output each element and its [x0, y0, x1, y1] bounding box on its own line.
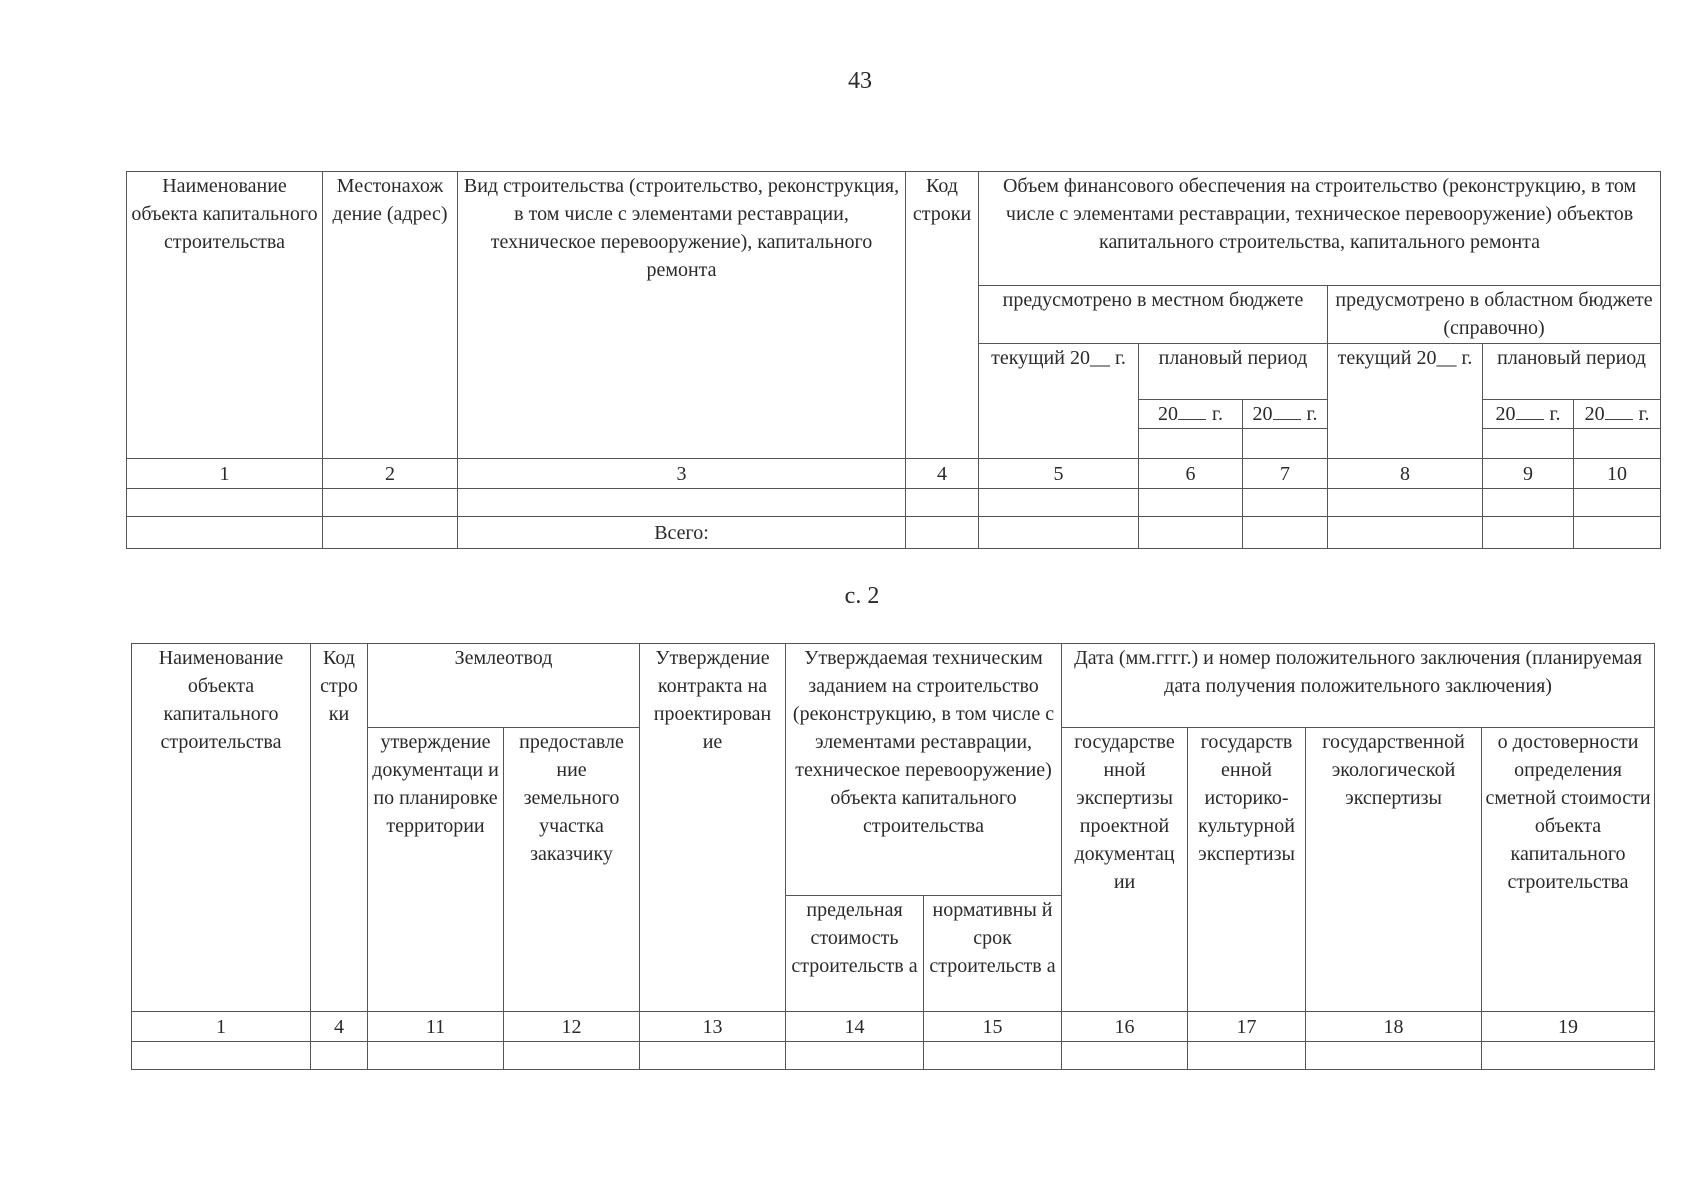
column-number: 16 [1062, 1012, 1188, 1042]
header-state-expertise: государстве нной экспертизы проектной документац ии [1062, 728, 1188, 1012]
empty-cell [1482, 1042, 1655, 1070]
empty-cell [1483, 517, 1574, 549]
column-number: 12 [504, 1012, 640, 1042]
column-number: 19 [1482, 1012, 1655, 1042]
empty-cell [1062, 1042, 1188, 1070]
column-number: 7 [1243, 459, 1328, 489]
column-number: 18 [1306, 1012, 1482, 1042]
column-number: 3 [458, 459, 906, 489]
header-current-year-regional: текущий 20__ г. [1328, 344, 1483, 459]
blank-cell [1574, 429, 1661, 459]
empty-data-row [127, 489, 1661, 517]
column-number: 10 [1574, 459, 1661, 489]
empty-cell [311, 1042, 368, 1070]
column-number: 11 [368, 1012, 504, 1042]
year-cell: 20 г. [1139, 400, 1243, 429]
year-cell: 20 г. [1243, 400, 1328, 429]
column-number: 15 [924, 1012, 1062, 1042]
empty-cell [323, 489, 458, 517]
empty-cell [323, 517, 458, 549]
empty-cell [504, 1042, 640, 1070]
header-approved-by-spec: Утверждаемая техническим заданием на строительство (реконструкцию, в том числе с элементами реставрации, техническое перевооружение) объекта капитального строительства [786, 644, 1062, 896]
empty-cell [132, 1042, 311, 1070]
header-funding-volume: Объем финансового обеспечения на строительство (реконструкцию, в том числе с элементами реставрации, техническое перевооружение) объектов капитального строительства, капитального ремонта [979, 172, 1661, 286]
header-land-allotment: Землеотвод [368, 644, 640, 728]
column-number: 5 [979, 459, 1139, 489]
header-land-grant: предоставле ние земельного участка заказчику [504, 728, 640, 1012]
empty-cell [1139, 517, 1243, 549]
empty-cell [1306, 1042, 1482, 1070]
empty-cell [127, 517, 323, 549]
empty-data-row [132, 1042, 1655, 1070]
total-row [127, 517, 1661, 549]
header-planned-period-regional: плановый период [1483, 344, 1661, 400]
header-row-code: Код строки [906, 172, 979, 459]
empty-cell [1243, 489, 1328, 517]
empty-cell [906, 489, 979, 517]
empty-cell [924, 1042, 1062, 1070]
column-number-row [132, 1012, 1655, 1042]
header-cost-reliability: о достоверности определения сметной стоимости объекта капитального строительства [1482, 728, 1655, 1012]
header-planning-docs: утверждение документаци и по планировке территории [368, 728, 504, 1012]
empty-cell [906, 517, 979, 549]
header-regional-budget: предусмотрено в областном бюджете (справочно) [1328, 286, 1661, 344]
column-number: 9 [1483, 459, 1574, 489]
column-number: 4 [906, 459, 979, 489]
empty-cell [1328, 489, 1483, 517]
column-number: 1 [127, 459, 323, 489]
header-design-contract: Утверждение контракта на проектирован ие [640, 644, 786, 1012]
header-local-budget: предусмотрено в местном бюджете [979, 286, 1328, 344]
column-number: 6 [1139, 459, 1243, 489]
blank-cell [1243, 429, 1328, 459]
header-normative-term: нормативны й срок строительств а [924, 896, 1062, 1012]
total-label: Всего: [458, 517, 906, 549]
year-cell: 20 г. [1483, 400, 1574, 429]
empty-cell [1188, 1042, 1306, 1070]
header-object-name: Наименование объекта капитального строительства [132, 644, 311, 1012]
page-number: 43 [848, 68, 872, 94]
header-max-cost: предельная стоимость строительств а [786, 896, 924, 1012]
column-number: 13 [640, 1012, 786, 1042]
header-current-year-local: текущий 20__ г. [979, 344, 1139, 459]
funding-table [126, 171, 1661, 549]
header-ecological-expertise: государственной экологической экспертизы [1306, 728, 1482, 1012]
header-location: Местонахож дение (адрес) [323, 172, 458, 459]
empty-cell [786, 1042, 924, 1070]
empty-cell [979, 517, 1139, 549]
empty-cell [127, 489, 323, 517]
column-number: 8 [1328, 459, 1483, 489]
column-number: 14 [786, 1012, 924, 1042]
column-number: 17 [1188, 1012, 1306, 1042]
empty-cell [1243, 517, 1328, 549]
empty-cell [979, 489, 1139, 517]
header-construction-type: Вид строительства (строительство, реконструкция, в том числе с элементами реставрации, техническое перевооружение), капитального ремонта [458, 172, 906, 459]
empty-cell [1328, 517, 1483, 549]
empty-cell [368, 1042, 504, 1070]
section-label: с. 2 [844, 583, 880, 609]
empty-cell [1574, 489, 1661, 517]
column-number: 2 [323, 459, 458, 489]
blank-cell [1139, 429, 1243, 459]
column-number: 4 [311, 1012, 368, 1042]
year-cell: 20 г. [1574, 400, 1661, 429]
header-object-name: Наименование объекта капитального строительства [127, 172, 323, 459]
header-planned-period-local: плановый период [1139, 344, 1328, 400]
header-positive-conclusion: Дата (мм.гггг.) и номер положительного заключения (планируемая дата получения положительного заключения) [1062, 644, 1655, 728]
empty-cell [1483, 489, 1574, 517]
header-historical-expertise: государств енной историко- культурной экспертизы [1188, 728, 1306, 1012]
empty-cell [1139, 489, 1243, 517]
empty-cell [458, 489, 906, 517]
header-row-code: Код стро ки [311, 644, 368, 1012]
empty-cell [1574, 517, 1661, 549]
column-number: 1 [132, 1012, 311, 1042]
approvals-table [131, 643, 1655, 1070]
empty-cell [640, 1042, 786, 1070]
column-number-row [127, 459, 1661, 489]
blank-cell [1483, 429, 1574, 459]
